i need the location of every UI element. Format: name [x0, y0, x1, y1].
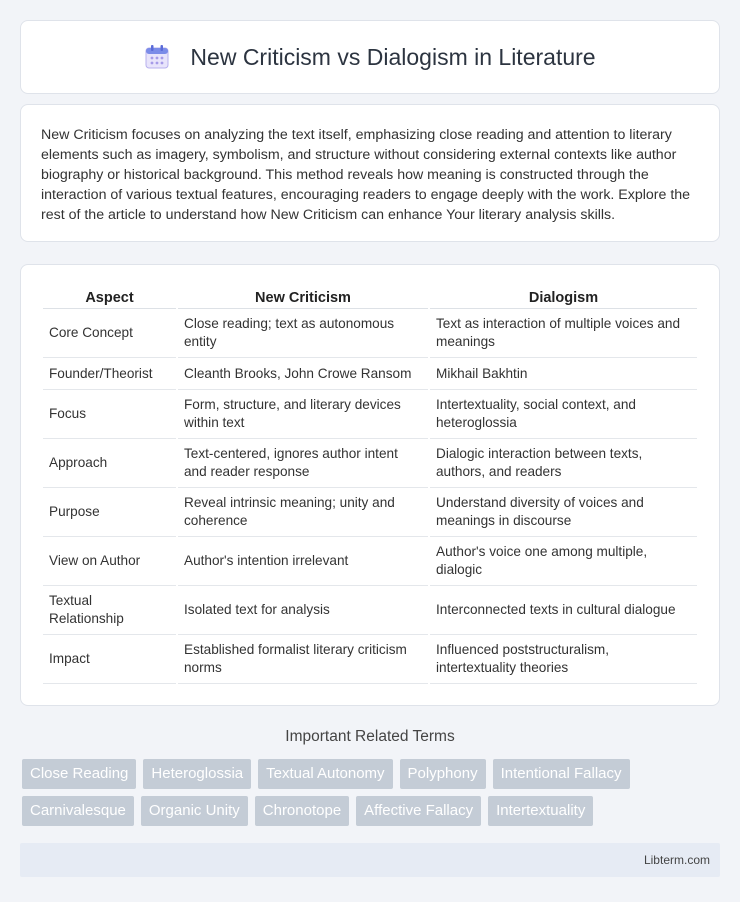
header-aspect: Aspect	[43, 285, 176, 309]
comparison-table	[41, 285, 699, 684]
table-row	[43, 635, 697, 684]
related-terms-list	[22, 759, 720, 833]
cell-new-criticism: Established formalist literary criticism norms	[178, 635, 428, 684]
intro-card	[20, 104, 720, 242]
cell-new-criticism: Form, structure, and literary devices within text	[178, 390, 428, 439]
cell-new-criticism: Close reading; text as autonomous entity	[178, 309, 428, 358]
table-row	[43, 358, 697, 390]
cell-new-criticism: Text-centered, ignores author intent and reader response	[178, 439, 428, 488]
cell-aspect: Approach	[43, 439, 176, 488]
cell-dialogism: Mikhail Bakhtin	[430, 358, 697, 390]
cell-aspect: Focus	[43, 390, 176, 439]
tag-intentional-fallacy[interactable]: Intentional Fallacy	[493, 759, 630, 789]
cell-aspect: Core Concept	[43, 309, 176, 358]
tag-chronotope[interactable]: Chronotope	[255, 796, 349, 826]
cell-aspect: View on Author	[43, 537, 176, 586]
cell-aspect: Purpose	[43, 488, 176, 537]
tag-intertextuality[interactable]: Intertextuality	[488, 796, 593, 826]
cell-aspect: Textual Relationship	[43, 586, 176, 635]
cell-dialogism: Intertextuality, social context, and heteroglossia	[430, 390, 697, 439]
cell-dialogism: Text as interaction of multiple voices and meanings	[430, 309, 697, 358]
table-row	[43, 586, 697, 635]
header-card	[20, 20, 720, 94]
table-row	[43, 439, 697, 488]
cell-new-criticism: Cleanth Brooks, John Crowe Ransom	[178, 358, 428, 390]
related-terms-title: Important Related Terms	[285, 728, 455, 745]
tag-close-reading[interactable]: Close Reading	[22, 759, 136, 789]
tag-affective-fallacy[interactable]: Affective Fallacy	[356, 796, 481, 826]
header-new-criticism: New Criticism	[178, 285, 428, 309]
tag-organic-unity[interactable]: Organic Unity	[141, 796, 248, 826]
cell-dialogism: Dialogic interaction between texts, authors, and readers	[430, 439, 697, 488]
footer-brand-link[interactable]: Libterm.com	[643, 853, 710, 867]
table-row	[43, 537, 697, 586]
cell-dialogism: Interconnected texts in cultural dialogue	[430, 586, 697, 635]
intro-paragraph: New Criticism focuses on analyzing the text itself, emphasizing close reading and attention to literary elements such as imagery, symbolism, and structure without considering external contexts like author biography or historical background. This method reveals how meaning is constructed through the interaction of various textual features, encouraging readers to engage deeply with the work. Explore the rest of the article to understand how New Criticism can enhance Your literary analysis skills.	[41, 127, 691, 223]
tag-polyphony[interactable]: Polyphony	[400, 759, 486, 789]
table-row	[43, 488, 697, 537]
cell-aspect: Impact	[43, 635, 176, 684]
cell-new-criticism: Reveal intrinsic meaning; unity and coherence	[178, 488, 428, 537]
cell-aspect: Founder/Theorist	[43, 358, 176, 390]
comparison-card	[20, 264, 720, 706]
tag-textual-autonomy[interactable]: Textual Autonomy	[258, 759, 392, 789]
page-title: New Criticism vs Dialogism in Literature	[190, 43, 596, 70]
cell-new-criticism: Isolated text for analysis	[178, 586, 428, 635]
cell-new-criticism: Author's intention irrelevant	[178, 537, 428, 586]
footer	[20, 843, 720, 877]
cell-dialogism: Understand diversity of voices and meanings in discourse	[430, 488, 697, 537]
header-dialogism: Dialogism	[430, 285, 697, 309]
table-row	[43, 309, 697, 358]
cell-dialogism: Influenced poststructuralism, intertextuality theories	[430, 635, 697, 684]
tag-carnivalesque[interactable]: Carnivalesque	[22, 796, 134, 826]
tag-heteroglossia[interactable]: Heteroglossia	[143, 759, 251, 789]
cell-dialogism: Author's voice one among multiple, dialogic	[430, 537, 697, 586]
table-header-row	[43, 285, 697, 309]
table-row	[43, 390, 697, 439]
calendar-icon	[144, 44, 170, 70]
